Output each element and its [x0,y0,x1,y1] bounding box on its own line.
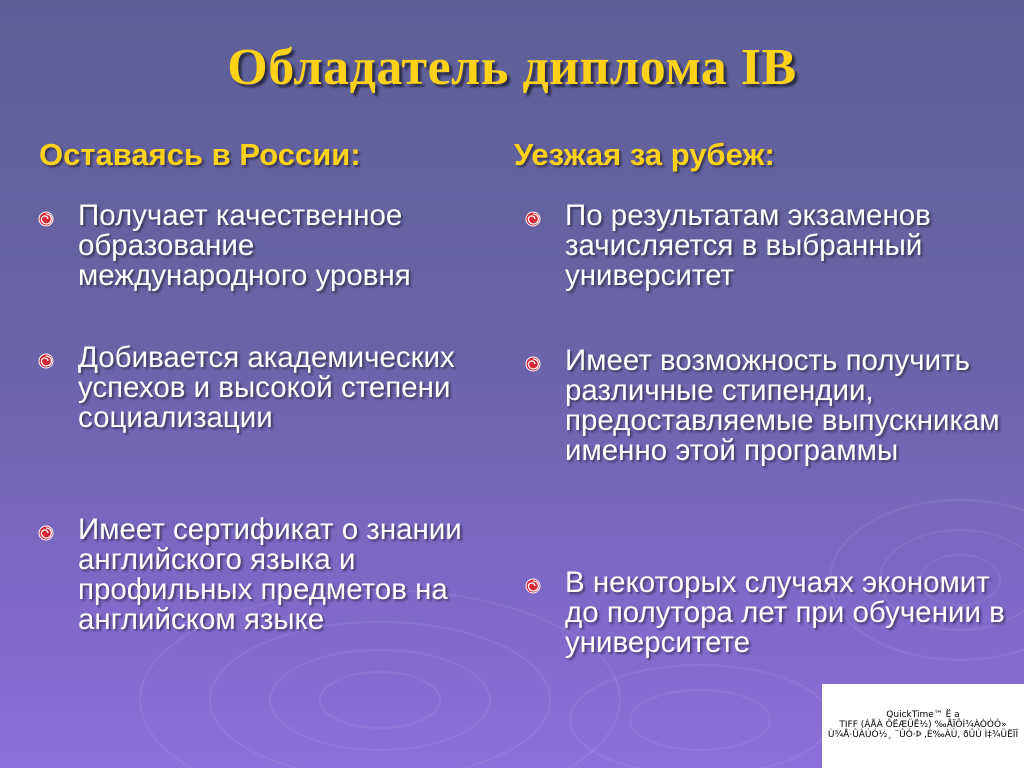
left-bullet-item [78,343,478,433]
slide-title: Обладатель диплома IB [227,39,797,96]
right-column-heading: Уезжая за рубеж: [514,137,775,172]
quicktime-line: Ù¾Å·ÛÀÚÓ½¸ ¨ÛÓ·Þ ,É‰ÀÙ, ðÛÙ Ì‡¾ÜËÏÎ [827,730,1019,740]
bullet-text: По результатам экзаменов зачисляется в выбранный университет [565,199,931,292]
right-bullet-item [565,568,1005,658]
bullet-text: Имеет возможность получить различные стипендии, предоставляемые выпускникам именно этой программы [565,344,1000,467]
left-bullet-item [78,515,478,635]
quicktime-line: TIFF (ÁÅÀ ÔËÆÜË½) ‰ÅÏÔÍ¾ÀÒÓÓ» [839,720,1007,730]
swirl-bullet-icon [38,211,54,227]
swirl-bullet-icon [525,356,541,372]
quicktime-placeholder [822,684,1024,768]
bullet-text: Получает качественное образование международного уровня [78,199,411,292]
swirl-bullet-icon [525,211,541,227]
bullet-text: Имеет сертификат о знании английского языка и профильных предметов на английском языке [78,513,462,636]
bullet-text: В некоторых случаях экономит до полутора лет при обучении в университете [565,566,1005,659]
left-bullet-item [78,201,478,291]
quicktime-line: QuickTime™ Ё а [886,710,960,720]
swirl-bullet-icon [38,353,54,369]
left-column-heading: Оставаясь в России: [39,137,361,172]
swirl-bullet-icon [38,525,54,541]
right-bullet-item [565,346,1005,466]
bullet-text: Добивается академических успехов и высокой степени социализации [78,341,455,434]
right-bullet-item [565,201,1005,291]
swirl-bullet-icon [525,578,541,594]
